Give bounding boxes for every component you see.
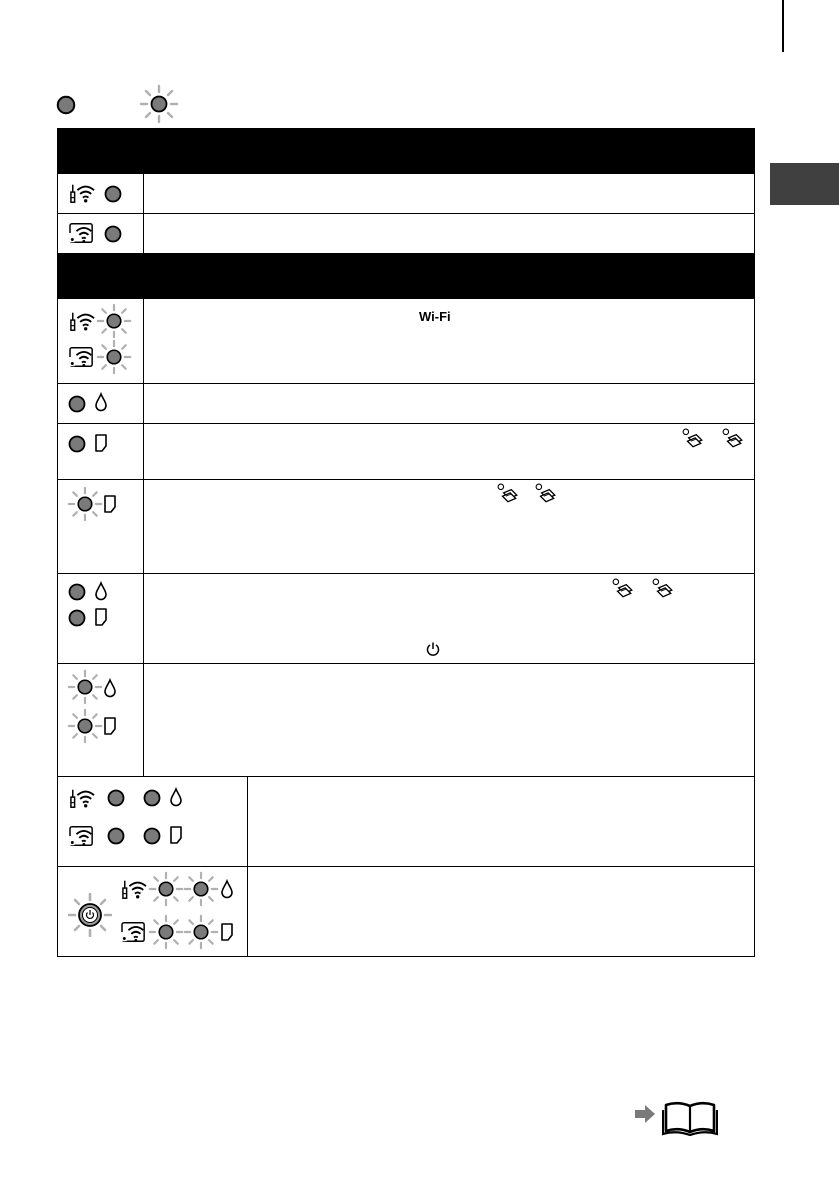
lamp-off-icon bbox=[67, 608, 87, 628]
lamp-flashing-icon bbox=[67, 669, 103, 705]
ink-drop-icon bbox=[169, 787, 183, 807]
router-wifi-icon bbox=[120, 877, 148, 901]
description-cell bbox=[248, 777, 755, 867]
lamp-flashing-icon bbox=[96, 339, 132, 375]
lamp-flashing-icon bbox=[148, 871, 184, 907]
lamp-off-icon bbox=[67, 434, 87, 454]
lamp-off-icon bbox=[103, 184, 123, 204]
icon-cell bbox=[58, 777, 248, 867]
lamp-flashing-icon bbox=[183, 914, 219, 950]
icon-cell bbox=[58, 384, 144, 424]
paper-copy-icon bbox=[497, 483, 519, 505]
lamp-flashing-icon bbox=[183, 871, 219, 907]
icon-cell bbox=[58, 480, 144, 574]
table-row bbox=[58, 664, 755, 777]
paper-copy-icon bbox=[722, 428, 744, 450]
lamp-off-icon bbox=[142, 788, 162, 808]
lamp-off-icon bbox=[106, 826, 126, 846]
paper-icon bbox=[94, 433, 108, 453]
icon-cell bbox=[58, 214, 144, 254]
lamp-off-icon bbox=[55, 94, 77, 116]
table-row bbox=[58, 299, 755, 384]
icon-cell bbox=[58, 174, 144, 214]
table-row bbox=[58, 214, 755, 254]
lamp-off-icon bbox=[103, 224, 123, 244]
description-cell bbox=[144, 174, 755, 214]
table-header bbox=[58, 254, 755, 299]
ink-drop-icon bbox=[94, 392, 108, 412]
description-cell bbox=[144, 480, 755, 574]
table-row bbox=[58, 480, 755, 574]
paper-copy-icon bbox=[652, 578, 674, 600]
table-row bbox=[58, 777, 755, 867]
paper-icon bbox=[103, 716, 117, 736]
paper-icon bbox=[220, 922, 234, 942]
table-header bbox=[58, 129, 755, 174]
icon-cell bbox=[58, 574, 144, 664]
description-cell bbox=[144, 299, 755, 384]
lamp-off-icon bbox=[142, 826, 162, 846]
direct-wifi-icon bbox=[120, 920, 148, 944]
arrow-right-icon bbox=[633, 1103, 657, 1125]
power-icon bbox=[426, 641, 440, 657]
direct-wifi-icon bbox=[68, 824, 96, 848]
open-book-icon[interactable] bbox=[662, 1100, 718, 1136]
lamp-off-icon bbox=[106, 788, 126, 808]
icon-cell bbox=[58, 664, 144, 777]
table-row bbox=[58, 174, 755, 214]
lamp-flashing-icon bbox=[67, 708, 103, 744]
icon-cell bbox=[58, 424, 144, 480]
description-cell bbox=[144, 574, 755, 664]
lamp-flashing-icon bbox=[139, 84, 179, 124]
paper-icon bbox=[94, 607, 108, 627]
ink-drop-icon bbox=[103, 678, 117, 698]
lamp-flashing-icon bbox=[148, 914, 184, 950]
lamp-flashing-icon bbox=[96, 303, 132, 339]
lamp-off-icon bbox=[67, 582, 87, 602]
paper-icon bbox=[103, 494, 117, 514]
description-cell bbox=[144, 424, 755, 480]
status-table bbox=[57, 128, 755, 957]
ink-drop-icon bbox=[94, 581, 108, 601]
table-row bbox=[58, 867, 755, 957]
table-row bbox=[58, 424, 755, 480]
icon-cell bbox=[58, 867, 248, 957]
wifi-label: Wi-Fi bbox=[419, 309, 451, 324]
ink-drop-icon bbox=[220, 879, 234, 899]
router-wifi-icon bbox=[68, 181, 96, 205]
crop-rule bbox=[782, 0, 784, 52]
router-wifi-icon bbox=[68, 786, 96, 810]
description-cell bbox=[144, 384, 755, 424]
power-lamp-flashing-icon bbox=[68, 893, 112, 937]
direct-wifi-icon bbox=[68, 221, 96, 245]
description-cell bbox=[248, 867, 755, 957]
paper-copy-icon bbox=[535, 483, 557, 505]
lamp-flashing-icon bbox=[67, 486, 103, 522]
description-cell bbox=[144, 664, 755, 777]
description-cell bbox=[144, 214, 755, 254]
table-row bbox=[58, 384, 755, 424]
paper-copy-icon bbox=[682, 428, 704, 450]
router-wifi-icon bbox=[68, 309, 96, 333]
icon-cell bbox=[58, 299, 144, 384]
lamp-off-icon bbox=[67, 394, 87, 414]
table-row bbox=[58, 574, 755, 664]
paper-icon bbox=[169, 825, 183, 845]
section-tab bbox=[770, 163, 839, 205]
paper-copy-icon bbox=[612, 578, 634, 600]
direct-wifi-icon bbox=[68, 345, 96, 369]
